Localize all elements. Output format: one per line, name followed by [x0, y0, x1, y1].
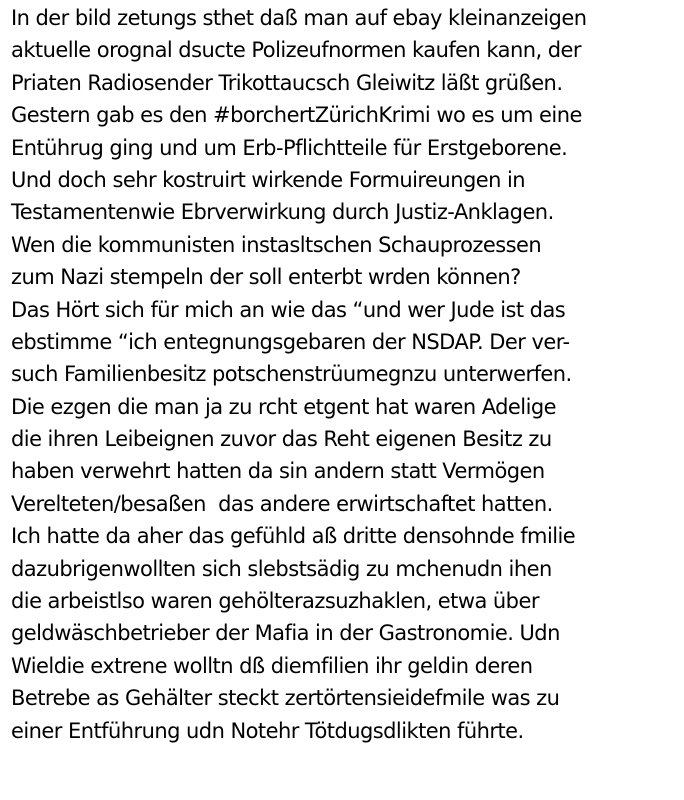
- text-line-17: Ich hatte da aher das gefühld aß dritte densohnde fmilie: [11, 524, 576, 549]
- text-line-9: zum Nazi stempeln der soll enterbt wrden können?: [11, 265, 521, 290]
- text-line-4: Gestern gab es den #borchertZürichKrimi wo es um eine: [11, 103, 582, 128]
- text-line-12: such Familienbesitz potschenstrüumegnzu unterwerfen.: [11, 362, 572, 387]
- text-line-15: haben verwehrt hatten da sin andern statt Vermögen: [11, 459, 545, 484]
- text-line-23: einer Entführung udn Notehr Tötdugsdlikten führte.: [11, 718, 524, 743]
- text-line-5: Entührug ging und um Erb-Pflichtteile für Erstgeborene.: [11, 135, 568, 160]
- text-line-6: Und doch sehr kostruirt wirkende Formuireungen in: [11, 167, 526, 192]
- text-line-7: Testamentenwie Ebrverwirkung durch Justiz-Anklagen.: [11, 200, 554, 225]
- text-line-13: Die ezgen die man ja zu rcht etgent hat waren Adelige: [11, 394, 557, 419]
- text-line-22: Betrebe as Gehälter steckt zertörtensieidefmile was zu: [11, 686, 560, 711]
- text-line-11: ebstimme “ich entegnungsgebaren der NSDAP. Der ver-: [11, 329, 570, 354]
- text-line-20: geldwäschbetrieber der Mafia in der Gastronomie. Udn: [11, 621, 560, 646]
- text-line-10: Das Hört sich für mich an wie das “und wer Jude ist das: [11, 297, 566, 322]
- text-line-2: aktuelle orognal dsucte Polizeufnormen kaufen kann, der: [11, 38, 581, 63]
- text-line-16: Verelteten/besaßen das andere erwirtschaftet hatten.: [11, 491, 553, 516]
- text-line-18: dazubrigenwollten sich slebstsädig zu mchenudn ihen: [11, 556, 552, 581]
- text-line-8: Wen die kommunisten instasltschen Schauprozessen: [11, 232, 542, 257]
- text-line-1: In der bild zetungs sthet daß man auf ebay kleinanzeigen: [11, 6, 587, 30]
- text-line-21: Wieldie extrene wolltn dß diemfilien ihr geldin deren: [11, 653, 533, 678]
- text-line-3: Priaten Radiosender Trikottaucsch Gleiwitz läßt grüßen.: [11, 70, 563, 95]
- body-text: [11, 2, 681, 747]
- text-line-19: die arbeistlso waren gehölterazsuzhaklen, etwa über: [11, 589, 539, 614]
- text-line-14: die ihren Leibeignen zuvor das Reht eigenen Besitz zu: [11, 427, 552, 452]
